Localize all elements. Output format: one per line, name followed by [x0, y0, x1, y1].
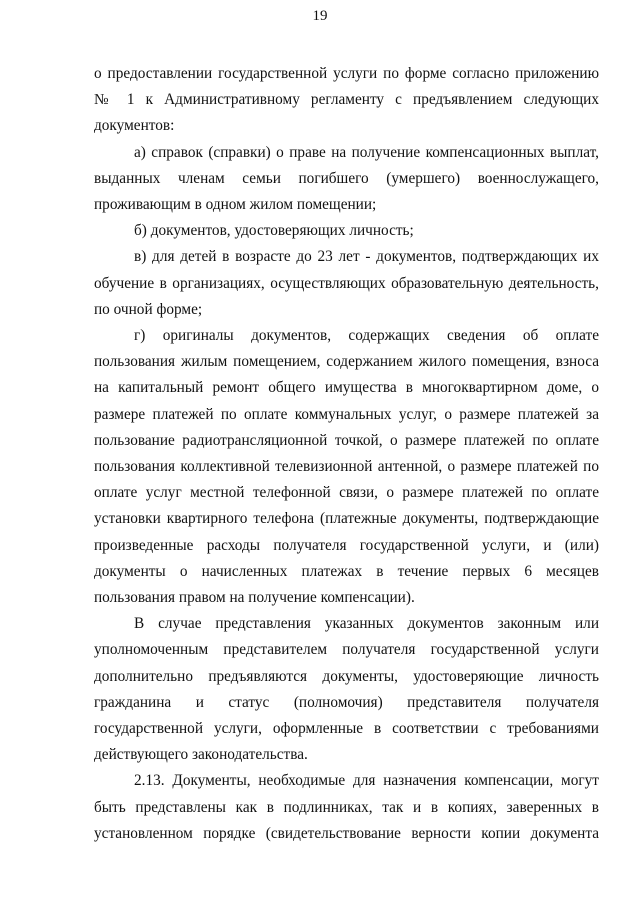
paragraph-item-a: а) справок (справки) о праве на получение компенсационных выплат, выданных членам семьи погибшего (умершего) военнослужащего, проживающим в одном жилом помещении;	[94, 143, 599, 214]
document-body	[94, 61, 599, 847]
paragraph-item-b: б) документов, удостоверяющих личность;	[134, 222, 414, 240]
paragraph-item-d: г) оригиналы документов, содержащих сведения об оплате пользования жилым помещением, содержанием жилого помещения, взноса на капитальный ремонт общего имущества в многоквартирном доме, о размере платежей по оплате коммунальных услуг, о размере платежей за пользование радиотрансляционной точкой, о размере платежей по оплате пользования коллективной телевизионной антенной, о размере платежей по оплате услуг местной телефонной связи, о размере платежей по оплате установки квартирного телефона (платежные документы, подтверждающие произведенные расходы получателя государственной услуги, и (или) документы о начисленных платежах в течение первых 6 месяцев пользования правом на получение компенсации).	[94, 327, 599, 607]
paragraph-representative: В случае представления указанных документов законным или уполномоченным представителем получателя государственной услуги дополнительно предъявляются документы, удостоверяющие личность гражданина и статус (полномочия) представителя получателя государственной услуги, оформленные в соответствии с требованиями действующего законодательства.	[94, 615, 599, 764]
paragraph-item-c: в) для детей в возрасте до 23 лет - документов, подтверждающих их обучение в организациях, осуществляющих образовательную деятельность, по очной форме;	[94, 248, 599, 318]
paragraph-intro: о предоставлении государственной услуги по форме согласно приложению № 1 к Административному регламенту с предъявлением следующих документов:	[94, 65, 599, 135]
paragraph-section-2-13: 2.13. Документы, необходимые для назначения компенсации, могут быть представлены как в подлинниках, так и в копиях, заверенных в установленном порядке (свидетельствование верности копии документа	[94, 772, 599, 842]
page-number: 19	[312, 8, 328, 24]
